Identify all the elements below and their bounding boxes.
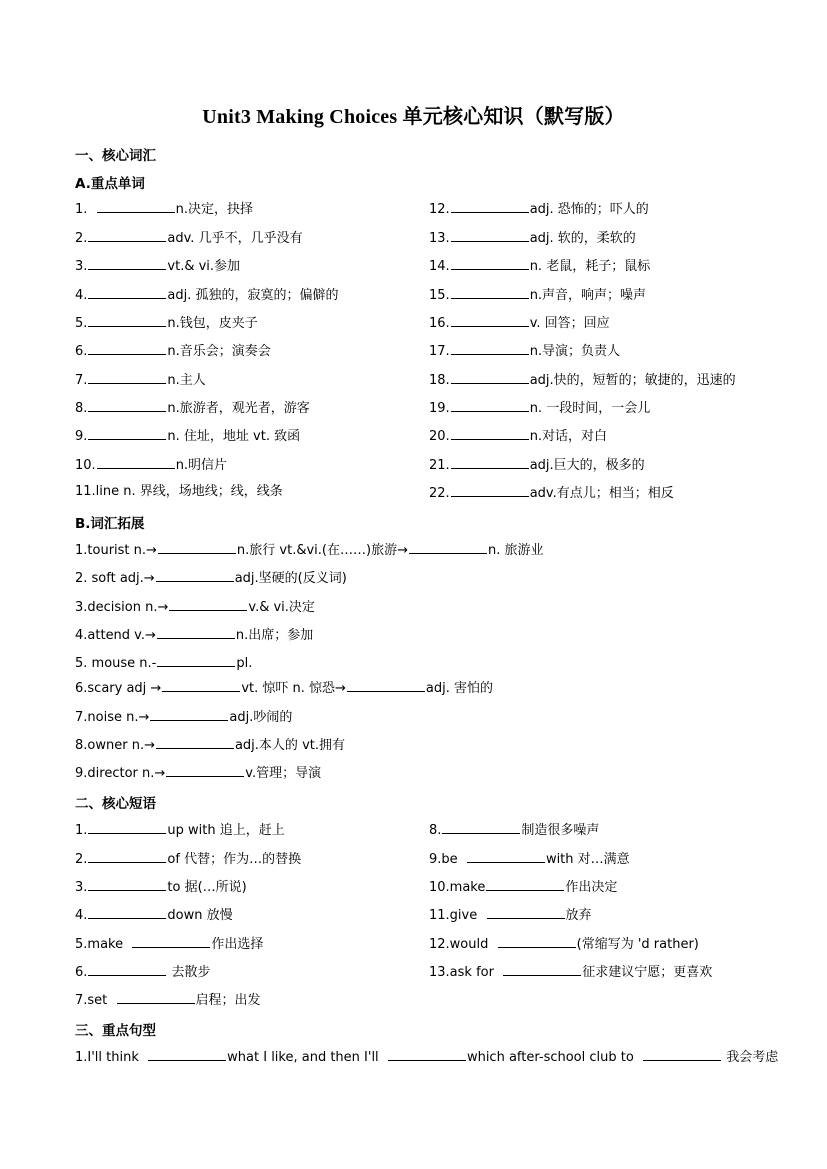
answer-blank[interactable] bbox=[88, 427, 166, 440]
expansion-item: 4.attend v.→ n.出席；参加 bbox=[75, 628, 314, 643]
phrase-item: 9.be with 对…满意 bbox=[429, 852, 630, 867]
answer-blank[interactable] bbox=[88, 850, 166, 863]
answer-blank[interactable] bbox=[643, 1048, 721, 1061]
expansion-item: 5. mouse n.- pl. bbox=[75, 656, 253, 671]
answer-blank[interactable] bbox=[156, 736, 234, 749]
word-item: 19. n. 一段时间，一会儿 bbox=[429, 401, 651, 416]
answer-blank[interactable] bbox=[451, 456, 529, 469]
answer-blank[interactable] bbox=[117, 991, 195, 1004]
answer-blank[interactable] bbox=[88, 286, 166, 299]
answer-blank[interactable] bbox=[158, 541, 236, 554]
subsection-key-words: A.重点单词 bbox=[75, 176, 145, 192]
word-item: 21. adj.巨大的，极多的 bbox=[429, 458, 645, 473]
phrase-item: 4. down 放慢 bbox=[75, 908, 233, 923]
section-key-sentences: 三、重点句型 bbox=[75, 1023, 156, 1039]
phrase-item: 5.make 作出选择 bbox=[75, 937, 264, 952]
phrase-item: 13.ask for 征求建议宁愿；更喜欢 bbox=[429, 965, 713, 980]
answer-blank[interactable] bbox=[88, 906, 166, 919]
word-item: 10. n.明信片 bbox=[75, 458, 228, 473]
section-core-phrases: 二、核心短语 bbox=[75, 796, 156, 812]
answer-blank[interactable] bbox=[442, 821, 520, 834]
answer-blank[interactable] bbox=[388, 1048, 466, 1061]
answer-blank[interactable] bbox=[169, 598, 247, 611]
subsection-vocab-expansion: B.词汇拓展 bbox=[75, 516, 145, 532]
page-title: Unit3 Making Choices 单元核心知识（默写版） bbox=[202, 106, 625, 128]
expansion-item: 3.decision n.→ v.& vi.决定 bbox=[75, 600, 315, 615]
phrase-item: 7.set 启程；出发 bbox=[75, 993, 261, 1008]
section-core-vocabulary: 一、核心词汇 bbox=[75, 148, 156, 164]
answer-blank[interactable] bbox=[487, 906, 565, 919]
answer-blank[interactable] bbox=[157, 654, 235, 667]
phrase-item: 11.give 放弃 bbox=[429, 908, 592, 923]
phrase-item: 10.make 作出决定 bbox=[429, 880, 618, 895]
word-item: 17. n.导演；负责人 bbox=[429, 344, 621, 359]
answer-blank[interactable] bbox=[451, 427, 529, 440]
sentence-item: 1.I'll think what I like, and then I'll which after-school club to 我会考虑 bbox=[75, 1050, 779, 1065]
phrase-item: 1. up with 追上，赶上 bbox=[75, 823, 285, 838]
word-item: 13. adj. 软的，柔软的 bbox=[429, 231, 636, 246]
word-item: 14. n. 老鼠，耗子；鼠标 bbox=[429, 259, 651, 274]
answer-blank[interactable] bbox=[88, 399, 166, 412]
word-item: 22. adv.有点儿；相当；相反 bbox=[429, 486, 674, 501]
answer-blank[interactable] bbox=[467, 850, 545, 863]
answer-blank[interactable] bbox=[503, 963, 581, 976]
answer-blank[interactable] bbox=[132, 935, 210, 948]
answer-blank[interactable] bbox=[451, 286, 529, 299]
answer-blank[interactable] bbox=[162, 679, 240, 692]
answer-blank[interactable] bbox=[88, 314, 166, 327]
answer-blank[interactable] bbox=[451, 484, 529, 497]
answer-blank[interactable] bbox=[97, 456, 175, 469]
answer-blank[interactable] bbox=[156, 569, 234, 582]
answer-blank[interactable] bbox=[166, 764, 244, 777]
expansion-item: 7.noise n.→ adj.吵闹的 bbox=[75, 710, 293, 725]
word-item: 11.line n. 界线，场地线；线，线条 bbox=[75, 484, 283, 499]
expansion-item: 8.owner n.→ adj.本人的 vt.拥有 bbox=[75, 738, 345, 753]
answer-blank[interactable] bbox=[88, 342, 166, 355]
answer-blank[interactable] bbox=[88, 963, 166, 976]
expansion-item: 6.scary adj → vt. 惊吓 n. 惊恐→ adj. 害怕的 bbox=[75, 681, 494, 696]
phrase-item: 3. to 据(…所说) bbox=[75, 880, 247, 895]
word-item: 6. n.音乐会；演奏会 bbox=[75, 344, 271, 359]
answer-blank[interactable] bbox=[451, 342, 529, 355]
word-item: 4. adj. 孤独的，寂寞的；偏僻的 bbox=[75, 288, 339, 303]
answer-blank[interactable] bbox=[88, 878, 166, 891]
phrase-item: 2. of 代替；作为…的替换 bbox=[75, 852, 302, 867]
answer-blank[interactable] bbox=[486, 878, 564, 891]
answer-blank[interactable] bbox=[157, 626, 235, 639]
word-item: 7. n.主人 bbox=[75, 373, 206, 388]
answer-blank[interactable] bbox=[451, 229, 529, 242]
phrase-item: 12.would (常缩写为 'd rather) bbox=[429, 937, 699, 952]
expansion-item: 1.tourist n.→ n.旅行 vt.&vi.(在……)旅游→ n. 旅游业 bbox=[75, 543, 544, 558]
word-item: 5. n.钱包，皮夹子 bbox=[75, 316, 258, 331]
answer-blank[interactable] bbox=[451, 314, 529, 327]
expansion-item: 2. soft adj.→ adj.坚硬的(反义词) bbox=[75, 571, 347, 586]
answer-blank[interactable] bbox=[148, 1048, 226, 1061]
answer-blank[interactable] bbox=[451, 399, 529, 412]
answer-blank[interactable] bbox=[88, 371, 166, 384]
answer-blank[interactable] bbox=[347, 679, 425, 692]
answer-blank[interactable] bbox=[88, 257, 166, 270]
word-item: 8. n.旅游者，观光者，游客 bbox=[75, 401, 310, 416]
word-item: 12. adj. 恐怖的；吓人的 bbox=[429, 202, 649, 217]
answer-blank[interactable] bbox=[88, 229, 166, 242]
word-item: 18. adj.快的，短暂的；敏捷的，迅速的 bbox=[429, 373, 736, 388]
answer-blank[interactable] bbox=[451, 257, 529, 270]
word-item: 2. adv. 几乎不，几乎没有 bbox=[75, 231, 303, 246]
answer-blank[interactable] bbox=[451, 371, 529, 384]
word-item: 3. vt.& vi.参加 bbox=[75, 259, 241, 274]
answer-blank[interactable] bbox=[88, 821, 166, 834]
word-item: 1. n.决定，抉择 bbox=[75, 202, 254, 217]
answer-blank[interactable] bbox=[150, 708, 228, 721]
answer-blank[interactable] bbox=[409, 541, 487, 554]
phrase-item: 8. 制造很多噪声 bbox=[429, 823, 600, 838]
word-item: 20. n.对话，对白 bbox=[429, 429, 608, 444]
word-item: 15. n.声音，响声；噪声 bbox=[429, 288, 647, 303]
phrase-item: 6. 去散步 bbox=[75, 965, 211, 980]
answer-blank[interactable] bbox=[451, 200, 529, 213]
answer-blank[interactable] bbox=[97, 200, 175, 213]
expansion-item: 9.director n.→ v.管理；导演 bbox=[75, 766, 322, 781]
word-item: 9. n. 住址，地址 vt. 致函 bbox=[75, 429, 301, 444]
answer-blank[interactable] bbox=[498, 935, 576, 948]
word-item: 16. v. 回答；回应 bbox=[429, 316, 610, 331]
